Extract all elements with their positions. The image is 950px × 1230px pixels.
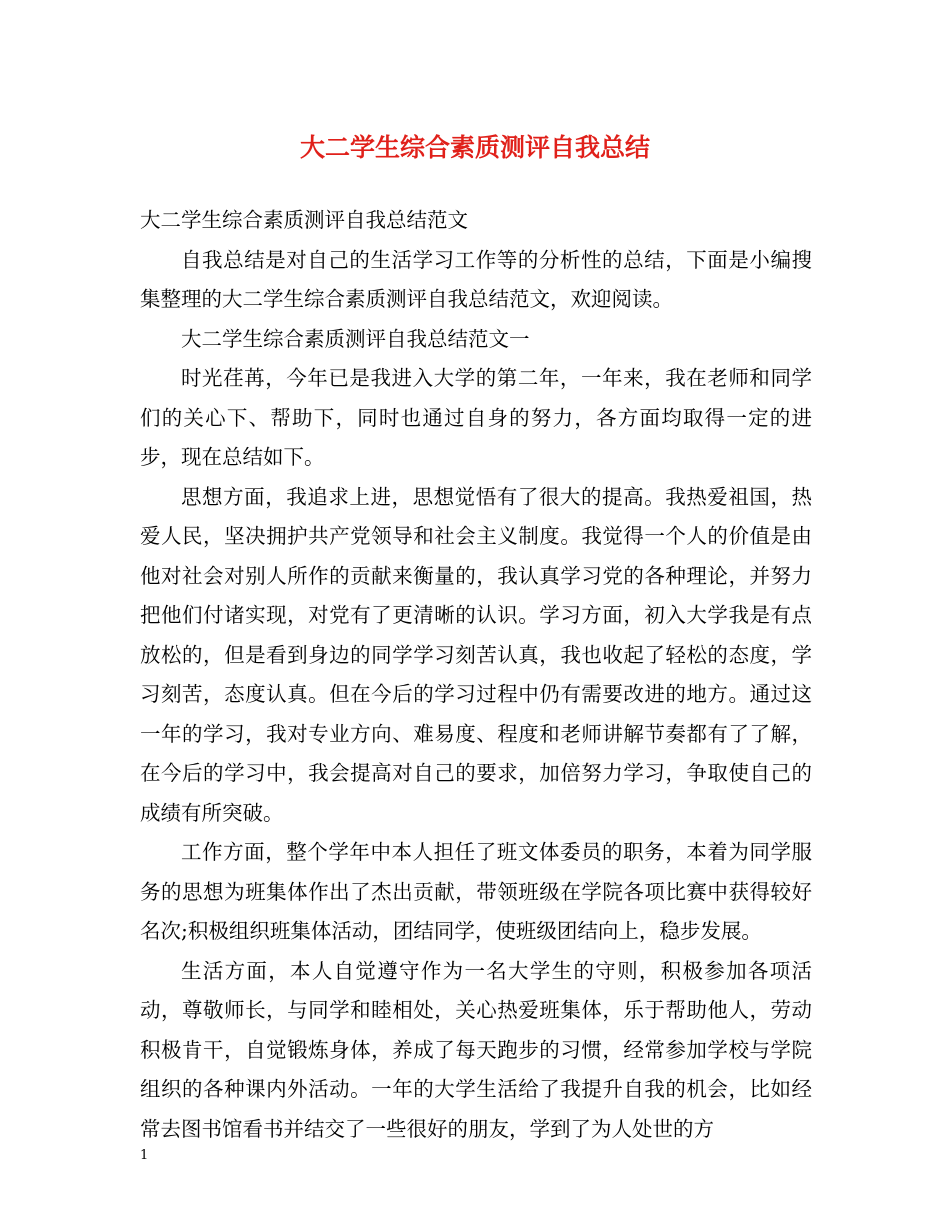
section-heading-paragraph: 大二学生综合素质测评自我总结范文一 bbox=[181, 326, 530, 351]
work-paragraph: 工作方面，整个学年中本人担任了班文体委员的职务，本着为同学服务的思想为班集体作出了杰出贡献，带领班级在学院各项比赛中获得较好名次;积极组织班集体活动，团结同学，使班级团结向上，稳步发展。 bbox=[140, 840, 812, 943]
document-body bbox=[140, 201, 812, 1149]
opening-paragraph: 时光荏苒，今年已是我进入大学的第二年，一年来，我在老师和同学们的关心下、帮助下，同时也通过自身的努力，各方面均取得一定的进步，现在总结如下。 bbox=[140, 366, 812, 469]
intro-paragraph: 自我总结是对自己的生活学习工作等的分析性的总结，下面是小编搜集整理的大二学生综合素质测评自我总结范文，欢迎阅读。 bbox=[140, 247, 812, 311]
life-paragraph: 生活方面，本人自觉遵守作为一名大学生的守则，积极参加各项活动，尊敬师长，与同学和睦相处，关心热爱班集体，乐于帮助他人，劳动积极肯干，自觉锻炼身体，养成了每天跑步的习惯，经常参加学校与学院组织的各种课内外活动。一年的大学生活给了我提升自我的机会，比如经常去图书馆看书并结交了一些很好的朋友，学到了为人处世的方 bbox=[140, 958, 812, 1141]
document-title: 大二学生综合素质测评自我总结 bbox=[299, 133, 650, 162]
subtitle-paragraph: 大二学生综合素质测评自我总结范文 bbox=[140, 208, 468, 232]
page-number: 1 bbox=[140, 1148, 149, 1163]
ideology-study-paragraph: 思想方面，我追求上进，思想觉悟有了很大的提高。我热爱祖国，热爱人民，坚决拥护共产党领导和社会主义制度。我觉得一个人的价值是由他对社会对别人所作的贡献来衡量的，我认真学习党的各种理论，并努力把他们付诸实现，对党有了更清晰的认识。学习方面，初入大学我是有点放松的，但是看到身边的同学学习刻苦认真，我也收起了轻松的态度，学习刻苦，态度认真。但在今后的学习过程中仍有需要改进的地方。通过这一年的学习，我对专业方向、难易度、程度和老师讲解节奏都有了了解，在今后的学习中，我会提高对自己的要求，加倍努力学习，争取使自己的成绩有所突破。 bbox=[140, 484, 812, 825]
